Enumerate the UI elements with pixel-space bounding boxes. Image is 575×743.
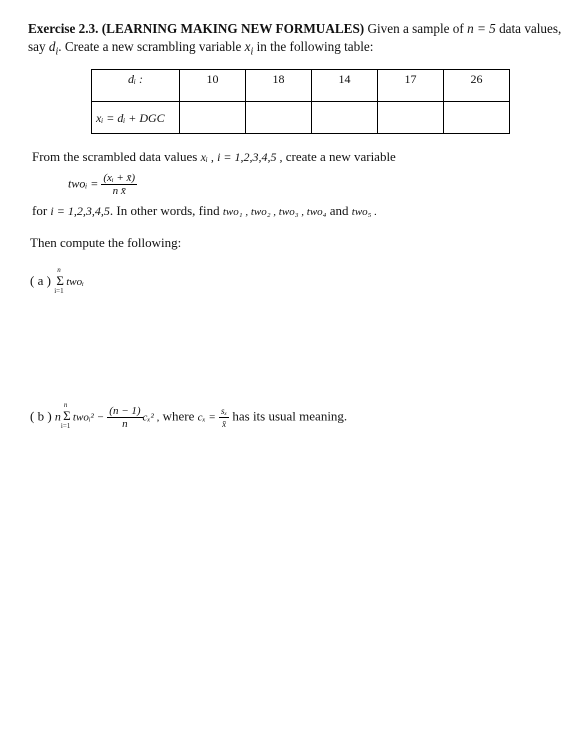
d-symbol: d bbox=[48, 39, 56, 54]
part-a-term: twoᵢ bbox=[66, 276, 84, 288]
sigma-symbol: Σ n i=1 bbox=[60, 401, 71, 431]
part-b-term: twoᵢ² − bbox=[72, 411, 105, 424]
row-label-d: dᵢ : bbox=[92, 70, 180, 102]
table-cell-empty[interactable] bbox=[378, 102, 444, 134]
sigma-upper: n bbox=[63, 401, 68, 410]
part-b-fraction: $\frac{(n - 1)}{n}$ bbox=[109, 405, 141, 430]
d-subscript: i bbox=[55, 46, 59, 58]
data-table bbox=[91, 69, 510, 134]
sigma-lower: i=1 bbox=[54, 287, 64, 295]
table-cell-empty[interactable] bbox=[444, 102, 510, 134]
n-expression: n = 5 bbox=[467, 21, 496, 36]
part-b-n: n bbox=[54, 409, 61, 424]
intro-text-b: data values, say bbox=[28, 21, 562, 54]
table-row-d bbox=[92, 70, 510, 102]
part-a bbox=[30, 266, 84, 295]
part-b-c-eq: cₓ = bbox=[197, 411, 216, 424]
table-cell-value: 18 bbox=[246, 70, 312, 102]
paragraph-compute: Then compute the following: bbox=[30, 235, 182, 250]
table-cell-empty[interactable] bbox=[246, 102, 312, 134]
cx-fraction: $\frac{\text{sₓ}}{x̄}$ bbox=[221, 406, 228, 429]
sigma-symbol: Σ n i=1 bbox=[54, 266, 64, 295]
exercise-intro bbox=[28, 20, 568, 62]
sigma-upper: n bbox=[57, 266, 61, 274]
x-symbol: x bbox=[244, 39, 251, 54]
table-cell-value: 14 bbox=[312, 70, 378, 102]
formula-denominator: n x̄ bbox=[101, 184, 137, 197]
intro-text-c: . Create a new scrambling variable bbox=[58, 39, 242, 54]
part-b-tail: has its usual meaning. bbox=[232, 408, 348, 424]
table-row-x bbox=[92, 102, 510, 134]
x-subscript: i bbox=[250, 46, 254, 58]
formula-two bbox=[68, 172, 137, 197]
paragraph-find: for i = 1,2,3,4,5. In other words, find two₁ , two₂ , two₃ , two₄ and two₅ . bbox=[32, 203, 377, 218]
formula-fraction bbox=[101, 172, 137, 197]
exercise-title: (LEARNING MAKING NEW FORMUALES) bbox=[101, 21, 365, 36]
part-b-c-term: cₓ² , bbox=[142, 411, 160, 424]
table-cell-value: 17 bbox=[378, 70, 444, 102]
sigma-lower: i=1 bbox=[60, 422, 71, 431]
part-b-where: where bbox=[162, 408, 195, 424]
table-cell-empty[interactable] bbox=[312, 102, 378, 134]
table-cell-empty[interactable] bbox=[180, 102, 246, 134]
table-cell-value: 26 bbox=[444, 70, 510, 102]
paragraph-scrambled: From the scrambled data values xᵢ , i = 1,2,3,4,5 , create a new variable bbox=[32, 149, 396, 164]
formula-numerator: (xᵢ + x̄) bbox=[103, 172, 136, 184]
intro-text-d: in the following table: bbox=[256, 39, 374, 54]
table-cell-value: 10 bbox=[180, 70, 246, 102]
formula-lhs: twoᵢ = bbox=[68, 176, 99, 191]
part-b bbox=[30, 401, 348, 431]
part-b-label: ( b ) bbox=[30, 408, 52, 424]
row-label-x: xᵢ = dᵢ + DGC bbox=[92, 102, 180, 134]
intro-text-a: Given a sample of bbox=[367, 21, 464, 36]
exercise-number: Exercise 2.3. bbox=[28, 21, 99, 36]
part-a-label: ( a ) bbox=[30, 273, 51, 288]
